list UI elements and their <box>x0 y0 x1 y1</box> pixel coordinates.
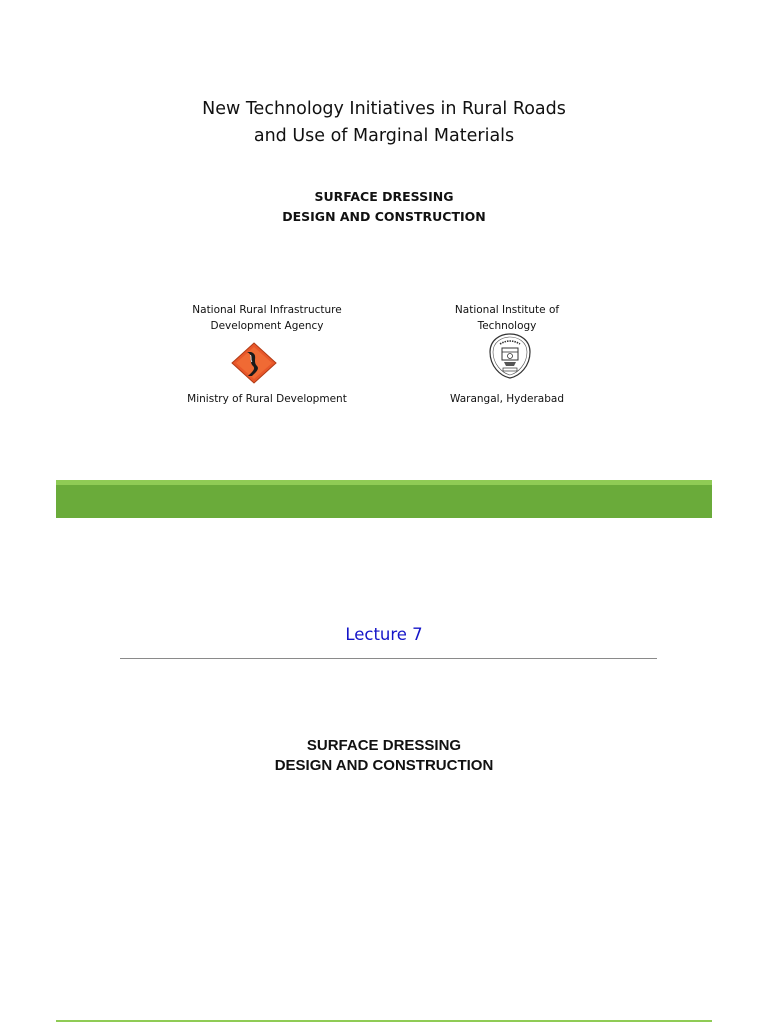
document-title <box>0 96 768 150</box>
org-nit-line-1: National Institute of <box>454 304 560 316</box>
green-banner <box>56 480 712 518</box>
org-nit-line-2: Technology <box>477 319 537 332</box>
bottom-green-rule <box>56 1020 712 1022</box>
subtitle-line-2: DESIGN AND CONSTRUCTION <box>282 209 486 224</box>
document-subtitle <box>0 187 768 227</box>
divider-line <box>120 658 657 659</box>
green-banner-highlight <box>56 480 712 485</box>
title-line-1: New Technology Initiatives in Rural Roads <box>202 99 566 119</box>
org-nrida-line-1: National Rural Infrastructure <box>192 304 342 316</box>
org-nrida-name <box>160 303 374 334</box>
topic-heading <box>0 736 768 776</box>
topic-line-2: DESIGN AND CONSTRUCTION <box>274 757 494 774</box>
nrida-road-logo-icon <box>230 342 278 384</box>
lecture-heading: Lecture 7 <box>345 625 423 644</box>
org-nit-footer: Warangal, Hyderabad <box>450 393 564 405</box>
org-nrida-line-2: Development Agency <box>210 319 324 332</box>
topic-line-1: SURFACE DRESSING <box>306 737 462 754</box>
nit-emblem-icon <box>486 332 534 380</box>
title-line-2: and Use of Marginal Materials <box>253 126 515 146</box>
org-nit-name <box>420 303 594 334</box>
org-nrida-footer: Ministry of Rural Development <box>187 393 347 405</box>
subtitle-line-1: SURFACE DRESSING <box>314 189 454 204</box>
